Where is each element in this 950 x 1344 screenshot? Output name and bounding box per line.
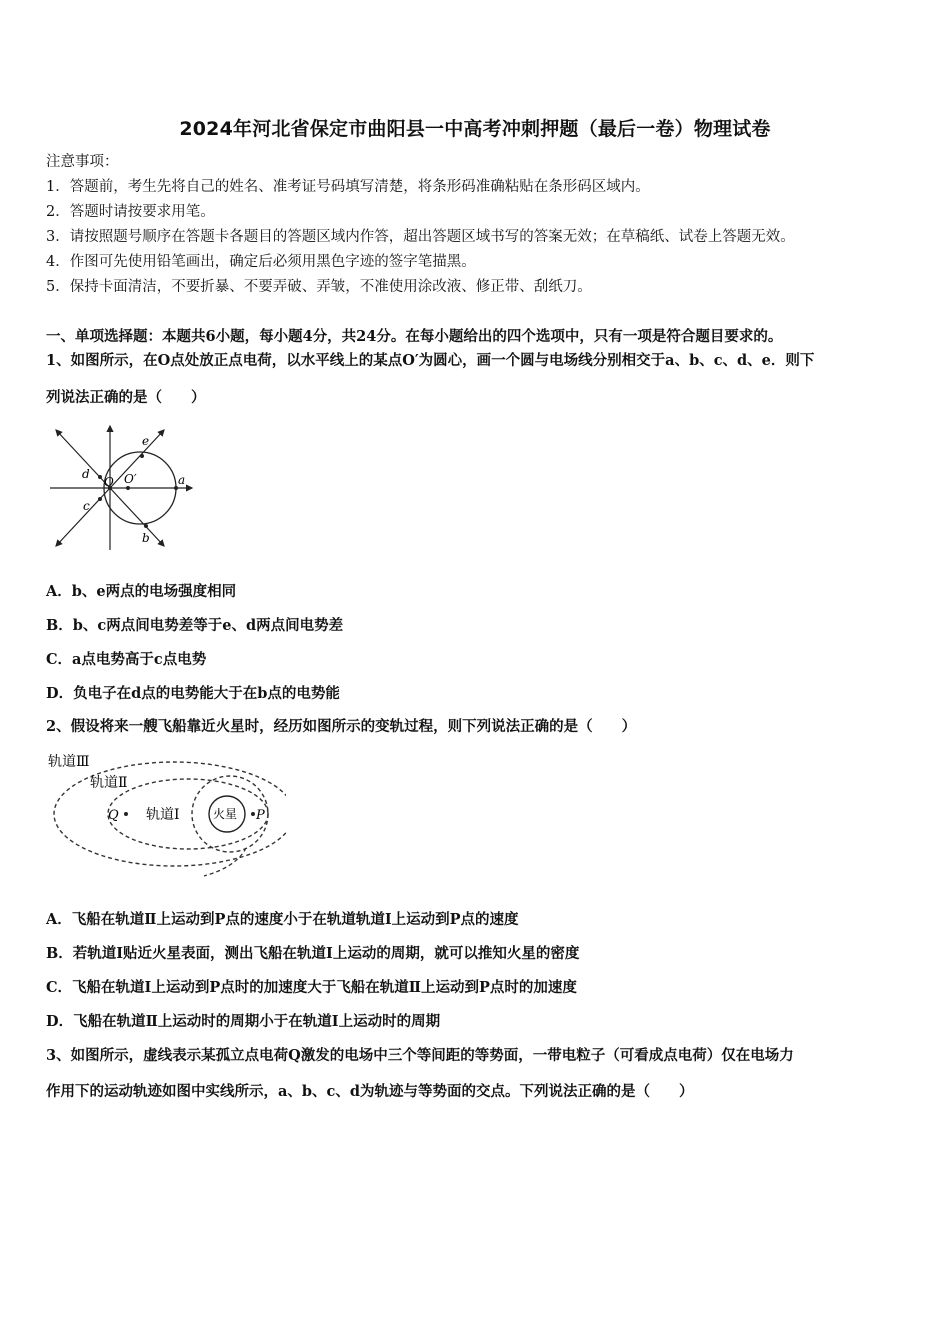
point-d — [98, 475, 102, 479]
question-2-option-b: B．若轨道I贴近火星表面，测出飞船在轨道I上运动的周期，就可以推知火星的密度 — [46, 945, 580, 962]
notice-item: 3．请按照题号顺序在答题卡各题目的答题区域内作答，超出答题区域书写的答案无效；在草稿纸、试卷上答题无效。 — [46, 229, 795, 245]
notice-item: 4．作图可先使用铅笔画出，确定后必须用黑色字迹的签字笔描黑。 — [46, 254, 476, 270]
label-orbit-1: 轨道Ⅰ — [146, 807, 180, 823]
label-q: Q — [108, 808, 119, 823]
label-orbit-2: 轨道Ⅱ — [90, 775, 128, 791]
question-2-figure — [46, 748, 286, 878]
question-3-stem: 3、如图所示，虚线表示某孤立点电荷Q激发的电场中三个等间距的等势面，一带电粒子（可看成点电荷）仅在电场力 — [46, 1047, 794, 1064]
section-heading: 一、单项选择题：本题共6小题，每小题4分，共24分。在每小题给出的四个选项中，只有一项是符合题目要求的。 — [46, 328, 783, 345]
question-1-option-c: C．a点电势高于c点电势 — [46, 651, 207, 668]
label-d: d — [82, 467, 90, 481]
label-o: O — [104, 475, 114, 489]
point-c — [98, 497, 102, 501]
question-2-stem: 2、假设将来一艘飞船靠近火星时，经历如图所示的变轨过程，则下列说法正确的是（ ） — [46, 718, 637, 735]
question-1-option-d: D．负电子在d点的电势能大于在b点的电势能 — [46, 685, 340, 702]
question-2-option-a: A．飞船在轨道Ⅱ上运动到P点的速度小于在轨道轨道Ⅰ上运动到P点的速度 — [46, 911, 519, 928]
point-q — [124, 812, 128, 816]
label-e: e — [142, 434, 150, 448]
label-o-prime: O′ — [124, 472, 137, 486]
point-o-prime — [126, 486, 130, 490]
question-2-option-d: D．飞船在轨道Ⅱ上运动时的周期小于在轨道I上运动时的周期 — [46, 1013, 441, 1030]
question-1-option-a: A．b、e两点的电场强度相同 — [46, 583, 237, 600]
label-orbit-3: 轨道Ⅲ — [48, 754, 90, 770]
point-p — [251, 812, 255, 816]
question-1-option-b: B．b、c两点间电势差等于e、d两点间电势差 — [46, 617, 344, 634]
notice-heading: 注意事项： — [46, 154, 119, 170]
label-b: b — [142, 531, 150, 545]
notice-item: 2．答题时请按要求用笔。 — [46, 204, 215, 220]
field-line-lower-left — [56, 488, 110, 546]
question-2-option-c: C．飞船在轨道I上运动到P点时的加速度大于飞船在轨道Ⅱ上运动到P点时的加速度 — [46, 979, 577, 996]
label-mars: 火星 — [213, 807, 238, 821]
question-3-stem: 作用下的运动轨迹如图中实线所示，a、b、c、d为轨迹与等势面的交点。下列说法正确的是（ ） — [46, 1083, 694, 1100]
point-e — [140, 454, 144, 458]
page-title: 2024年河北省保定市曲阳县一中高考冲刺押题（最后一卷）物理试卷 — [179, 118, 771, 140]
notice-item: 1．答题前，考生先将自己的姓名、准考证号码填写清楚，将条形码准确粘贴在条形码区域内。 — [46, 179, 650, 195]
question-1-stem: 列说法正确的是（ ） — [46, 389, 206, 406]
notice-item: 5．保持卡面清洁，不要折暴、不要弄破、弄皱，不准使用涂改液、修正带、刮纸刀。 — [46, 279, 592, 295]
label-a: a — [178, 473, 186, 487]
label-p: P — [256, 808, 265, 823]
label-c: c — [83, 499, 90, 513]
question-1-figure — [46, 420, 206, 560]
point-b — [144, 524, 148, 528]
question-1-stem: 1、如图所示，在O点处放正点电荷，以水平线上的某点O′为圆心，画一个圆与电场线分别相交于a、b、c、d、e．则下 — [46, 352, 815, 369]
